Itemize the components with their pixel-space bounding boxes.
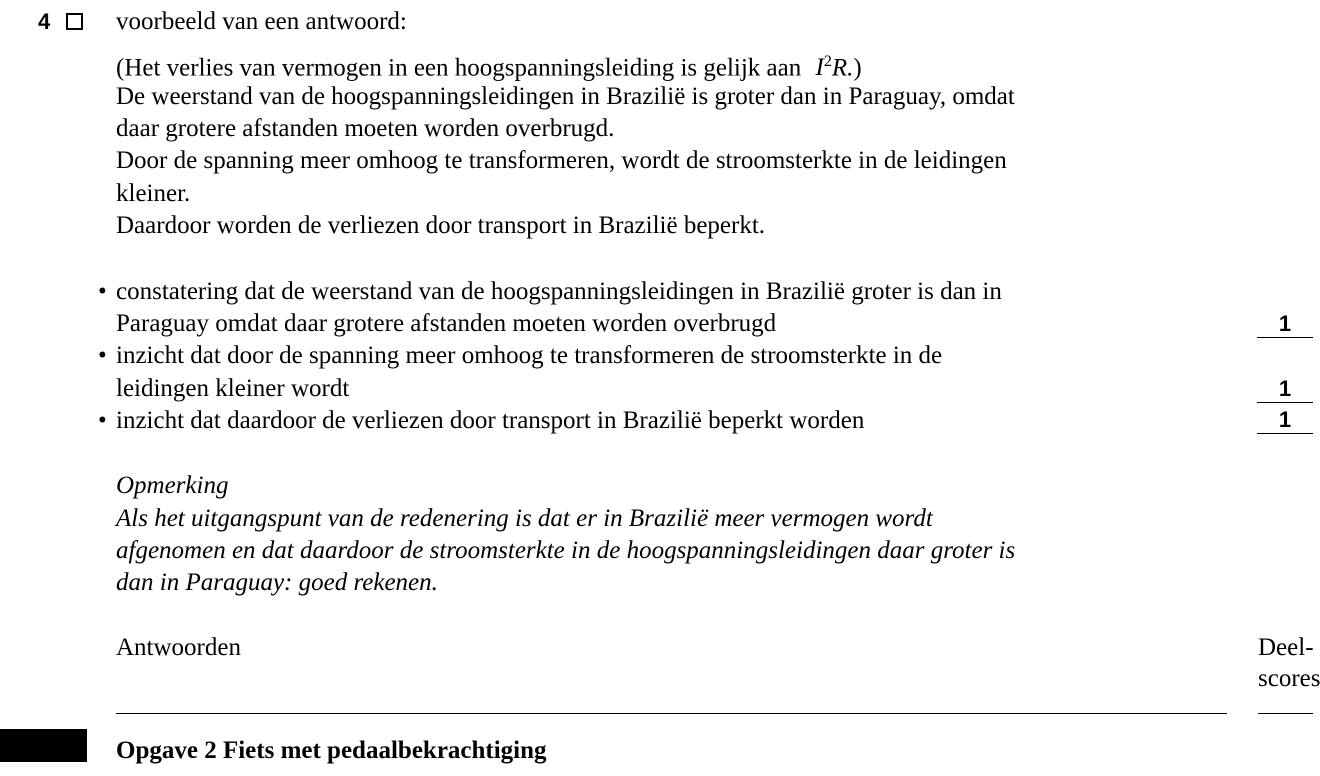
formula-resistance-symbol: R. xyxy=(831,54,854,82)
formula-close: ) xyxy=(853,54,862,82)
formula-line xyxy=(116,45,862,84)
footer-rule-score xyxy=(1258,713,1313,714)
criterion-bullet: • xyxy=(98,278,107,305)
formula-exponent: 2 xyxy=(823,53,832,70)
answer-line: daar grotere afstanden moeten worden overbrugd. xyxy=(116,115,615,142)
answer-intro: voorbeeld van een antwoord: xyxy=(116,8,407,35)
footer-rule xyxy=(116,713,1227,714)
question-number: 4 xyxy=(38,9,51,34)
criterion-line: Paraguay omdat daar grotere afstanden moeten worden overbrugd xyxy=(116,310,777,337)
criterion-line: inzicht dat daardoor de verliezen door transport in Brazilië beperkt worden xyxy=(116,407,865,434)
criterion-bullet: • xyxy=(98,342,107,369)
criterion-score: 1 xyxy=(1257,376,1313,403)
criterion-bullet: • xyxy=(98,407,107,434)
criterion-line: inzicht dat door de spanning meer omhoog te transformeren de stroomsterkte in de xyxy=(116,342,943,369)
partial-scores-label: scores xyxy=(1258,665,1320,692)
question-checkbox[interactable] xyxy=(66,13,83,30)
remark-line: afgenomen en dat daardoor de stroomsterkte in de hoogspanningsleidingen daar groter is xyxy=(116,537,1016,564)
formula-current-symbol: I xyxy=(815,54,824,82)
answers-column-label: Antwoorden xyxy=(116,634,241,661)
partial-scores-label: Deel- xyxy=(1258,634,1314,661)
remark-line: Als het uitgangspunt van de redenering is dat er in Brazilië meer vermogen wordt xyxy=(116,505,933,532)
section-marker xyxy=(0,729,87,762)
remark-title: Opmerking xyxy=(116,472,229,499)
answer-line: Daardoor worden de verliezen door transport in Brazilië beperkt. xyxy=(116,212,766,239)
criterion-score: 1 xyxy=(1257,407,1313,434)
answer-line: kleiner. xyxy=(116,180,191,207)
criterion-line: leidingen kleiner wordt xyxy=(116,375,350,402)
remark-line: dan in Paraguay: goed rekenen. xyxy=(116,569,438,596)
section-title: Opgave 2 Fiets met pedaalbekrachtiging xyxy=(116,737,547,764)
criterion-line: constatering dat de weerstand van de hoogspanningsleidingen in Brazilië groter is dan in xyxy=(116,278,1002,305)
formula-prefix: (Het verlies van vermogen in een hoogspanningsleiding is gelijk aan xyxy=(116,54,802,82)
answer-line: Door de spanning meer omhoog te transformeren, wordt de stroomsterkte in de leidingen xyxy=(116,147,1007,174)
criterion-score: 1 xyxy=(1257,311,1313,338)
answer-line: De weerstand van de hoogspanningsleidingen in Brazilië is groter dan in Paraguay, omdat xyxy=(116,83,1015,110)
